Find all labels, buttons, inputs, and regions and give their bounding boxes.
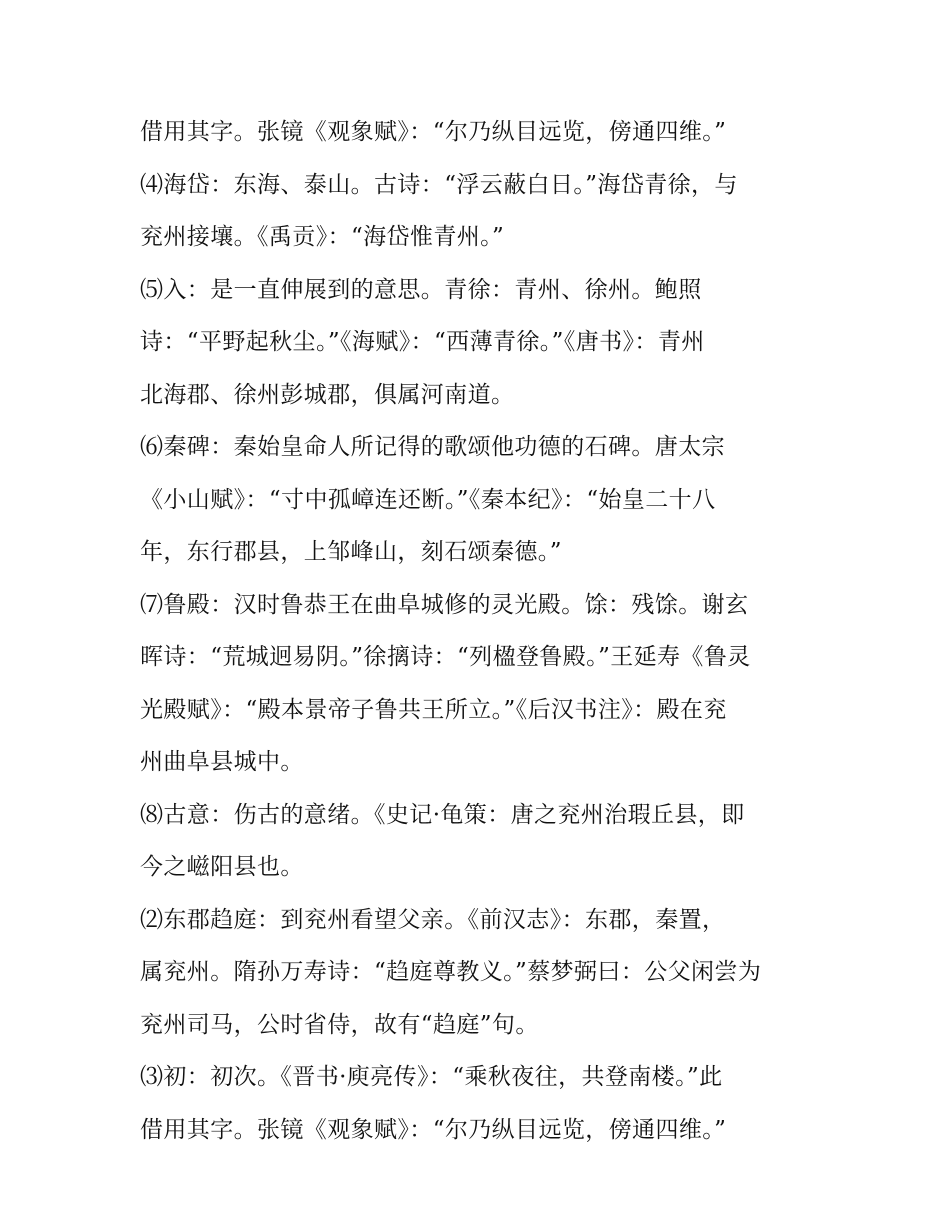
text-line: 属兖州。隋孙万寿诗：“趋庭尊教义。”蔡梦弼曰：公父闲尝为	[140, 959, 762, 985]
text-line: ⑵东郡趋庭：到兖州看望父亲。《前汉志》：东郡，秦置，	[140, 906, 726, 933]
text-line: 北海郡、徐州彭城郡，俱属河南道。	[140, 381, 515, 408]
text-line: 借用其字。张镜《观象赋》：“尔乃纵目远览，傍通四维。”	[140, 119, 727, 145]
text-line: ⑻古意：伤古的意绪。《史记·龟策：唐之兖州治瑕丘县，即	[140, 801, 745, 828]
text-line: 光殿赋》：“殿本景帝子鲁共王所立。”《后汉书注》：殿在兖	[140, 696, 727, 723]
text-line: ⑶初：初次。《晋书·庾亮传》：“乘秋夜往，共登南楼。”此	[140, 1064, 723, 1090]
text-line: 兖州接壤。《禹贡》：“海岱惟青州。”	[140, 224, 505, 250]
text-line: 年，东行郡县，上邹峰山，刻石颂秦德。”	[140, 539, 562, 565]
text-line: 诗：“平野起秋尘。”《海赋》：“西薄青徐。”《唐书》：青州	[140, 329, 705, 355]
text-line: 《小山赋》：“寸中孤嶂连还断。”《秦本纪》：“始皇二十八	[140, 486, 716, 513]
text-line: ⑸入：是一直伸展到的意思。青徐：青州、徐州。鲍照	[140, 276, 702, 303]
text-line: 兖州司马，公时省侍，故有“趋庭”句。	[140, 1011, 539, 1038]
text-line: 借用其字。张镜《观象赋》：“尔乃纵目远览，傍通四维。”	[140, 1116, 727, 1143]
annotation-text-block	[140, 106, 830, 1156]
text-line: 州曲阜县城中。	[140, 749, 304, 775]
text-line: ⑹秦碑：秦始皇命人所记得的歌颂他功德的石碑。唐太宗	[140, 434, 725, 460]
text-line: ⑺鲁殿：汉时鲁恭王在曲阜城修的灵光殿。馀：残馀。谢玄	[140, 591, 749, 618]
text-line: 晖诗：“荒城迥易阴。”徐摛诗：“列楹登鲁殿。”王延寿《鲁灵	[140, 644, 751, 670]
text-line: 今之嵫阳县也。	[140, 854, 304, 880]
text-line: ⑷海岱：东海、泰山。古诗：“浮云蔽白日。”海岱青徐，与	[140, 171, 738, 198]
